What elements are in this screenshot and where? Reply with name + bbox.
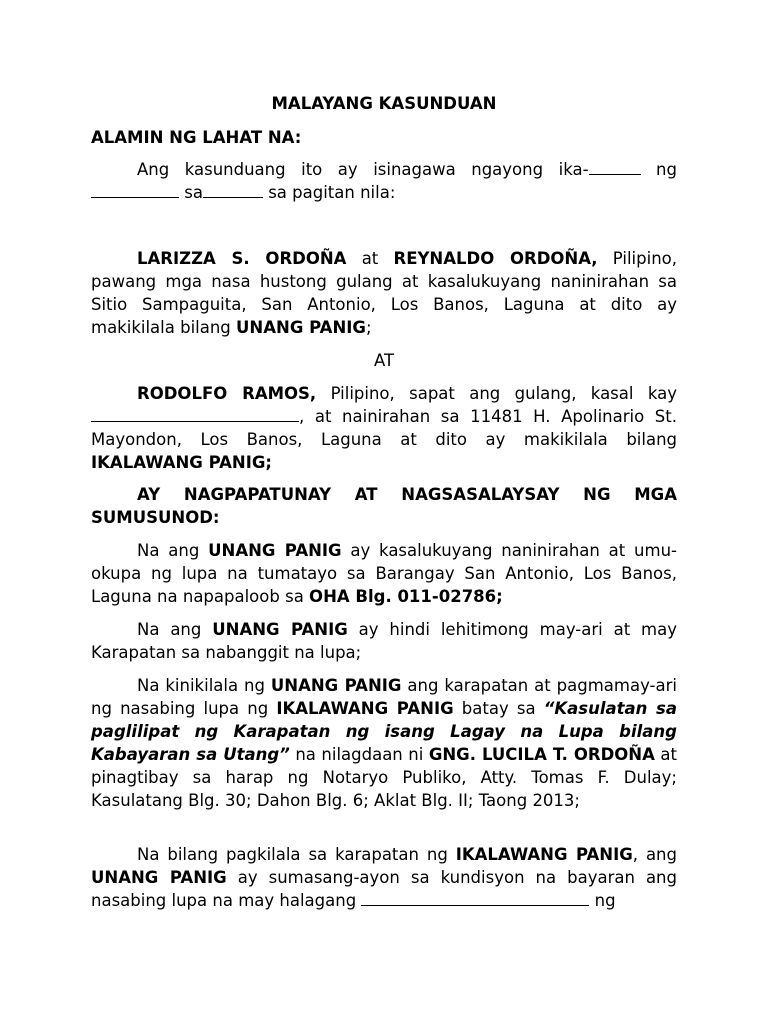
separator-at: AT [373,351,395,370]
party-role: UNANG PANIG [270,676,402,695]
signatory-name: GNG. LUCILA T. ORDOÑA [428,745,655,764]
party-description: Pilipino, sapat ang gulang, kasal kay [316,384,677,403]
blank-place-line [203,183,263,198]
party-description: , at nainirahan sa 11481 H. Apolinario St. Mayondon, Los Banos, Laguna at dito ay makikilala bilang [91,407,677,449]
clause-text: Na kinikilala ng [137,676,271,695]
party-role: UNANG PANIG [208,541,342,560]
intro-text: Ang kasunduang ito ay isinagawa ngayong ika- [137,160,589,179]
party-role: IKALAWANG PANIG [276,699,454,718]
intro-text: ng [640,160,677,179]
clause-4 [91,843,677,912]
party-description: Pilipino, pawang mga nasa hustong gulang at kasalukuyang naninirahan sa Sitio Sampaguita, San Antonio, Los Banos, Laguna at dito ay makikilala bilang [91,249,677,337]
clause-text: , ang [632,845,677,864]
clause-text: Na ang [137,620,213,639]
blank-amount-line [361,891,589,906]
party-name: REYNALDO ORDOÑA, [393,249,598,268]
clause-text: batay sa [453,699,544,718]
party-role: IKALAWANG PANIG [455,845,633,864]
party-role: IKALAWANG PANIG; [91,453,273,472]
party-role: UNANG PANIG [91,868,227,887]
party-name: RODOLFO RAMOS, [137,384,317,403]
blank-month-line [91,183,179,198]
party-role: UNANG PANIG [236,318,366,337]
clause-text: ang karapatan at pagmamay-ari ng nasabing lupa ng [91,676,677,718]
second-party-paragraph [91,382,677,474]
declaration-heading: AY NAGPAPATUNAY AT NAGSASALAYSAY NG MGA SUMUSUNOD: [91,485,677,527]
clause-text: ng [589,891,616,910]
party-role: UNANG PANIG [212,620,348,639]
clause-text: Na ang [137,541,209,560]
intro-text: sa [179,183,203,202]
intro-text: sa pagitan nila: [262,183,396,202]
clause-2 [91,618,677,664]
clause-text: ay hindi lehitimong may-ari at may Karapatan sa nabanggit na lupa; [91,620,677,662]
clause-text: Na bilang pagkilala sa karapatan ng [137,845,456,864]
blank-day-line [589,160,641,175]
clause-text: ay sumasang-ayon sa kundisyon na bayaran ang nasabing lupa na may halagang [91,868,677,910]
opening-heading: ALAMIN NG LAHAT NA: [91,128,302,147]
document-title: MALAYANG KASUNDUAN [271,94,497,113]
deed-title: “Kasulatan sa paglilipat ng Karapatan ng isang Lagay na Lupa bilang Kabayaran sa Utang” [91,699,678,764]
clause-1 [91,539,677,608]
party-name: LARIZZA S. ORDOÑA [137,249,347,268]
first-party-paragraph [91,247,677,339]
title-number: OHA Blg. 011-02786; [309,587,503,606]
clause-text: ay kasalukuyang naninirahan at umu-okupa ng lupa na tumatayo sa Barangay San Antonio, Los Banos, Laguna na napapaloob sa [91,541,677,606]
clause-text: na nilagdaan ni [289,745,429,764]
punctuation: ; [365,318,372,337]
clause-text: at pinagtibay sa harap ng Notaryo Publiko, Atty. Tomas F. Dulay; Kasulatang Blg. 30; Dahon Blg. 6; Aklat Blg. II; Taong 2013; [91,745,677,810]
conjunction-text: at [346,249,394,268]
blank-spouse-line [91,407,299,422]
intro-paragraph [91,158,677,204]
clause-3 [91,674,677,812]
